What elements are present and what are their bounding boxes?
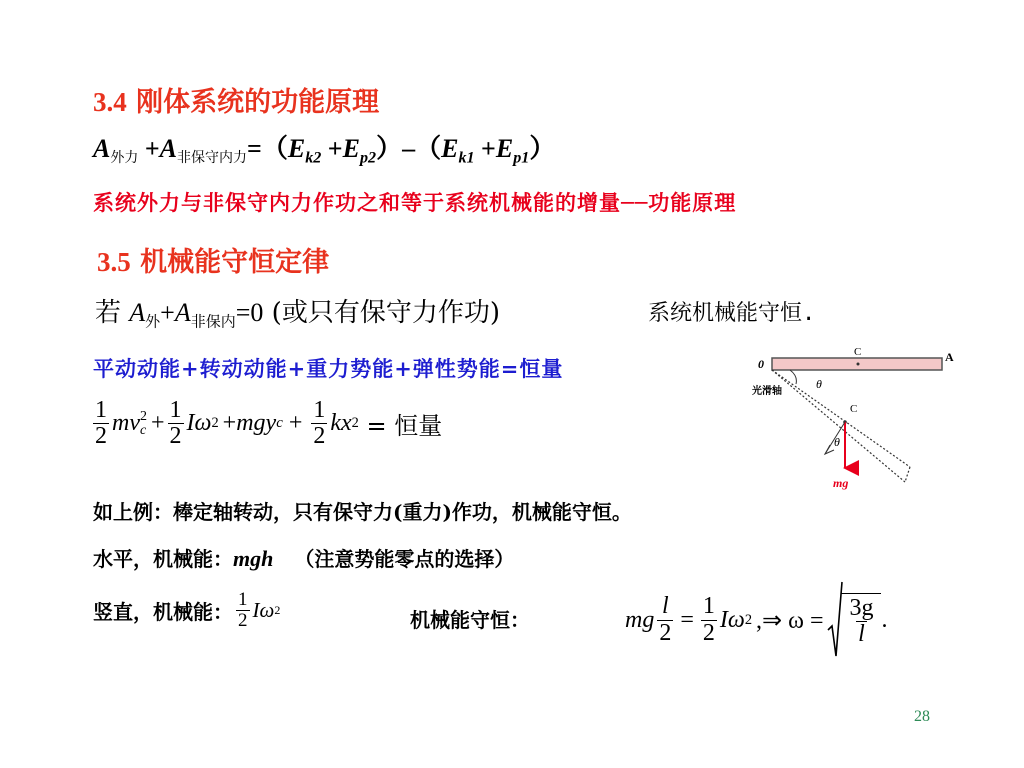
equals: = [680, 606, 694, 633]
equals-zero: =0 [235, 298, 264, 327]
energy-formula [90, 398, 442, 449]
label-theta-bottom: θ [834, 435, 840, 449]
subscript-conservative-internal: 非保内 [190, 312, 236, 331]
square-root [827, 580, 881, 660]
center-mass-top [857, 363, 860, 366]
plus: + [474, 134, 496, 163]
term-mv: mv [112, 410, 140, 437]
label-smooth-axis: 光滑轴 [752, 386, 782, 397]
symbol-e: E [342, 134, 360, 163]
work-energy-principle [93, 187, 736, 217]
denominator: l [858, 621, 865, 647]
numerator: 1 [169, 397, 182, 423]
fraction-half [236, 590, 250, 631]
label-mg: mg [833, 476, 849, 490]
principle-text: 系统外力与非保守内力作功之和等于系统机械能的增量 [93, 190, 621, 215]
label-theta-top: θ [816, 377, 822, 391]
plus: + [222, 410, 237, 437]
subscript: p1 [513, 149, 530, 167]
numerator [847, 596, 875, 621]
symbol-a: A [159, 134, 178, 163]
horizontal-case [93, 543, 514, 572]
exponent: 2 [744, 611, 753, 628]
equals: =（ [247, 134, 288, 163]
rod-rotation-diagram [750, 342, 954, 497]
exponent: 2 [351, 415, 359, 432]
condition-note: (或只有保守力作功) [263, 298, 500, 328]
symbol-a: A [129, 298, 146, 327]
fraction-half [311, 398, 327, 449]
if-word: 若 [95, 298, 130, 328]
term-kx: kx [330, 410, 352, 437]
subscript-c: c [139, 422, 147, 438]
exponent: 2 [274, 602, 281, 617]
label-a: A [945, 350, 954, 364]
work-energy-equation [93, 128, 555, 168]
rod-rotated-end [905, 467, 910, 482]
denominator: 2 [95, 423, 107, 450]
symbol-e: E [441, 134, 459, 163]
radicand [841, 593, 881, 647]
label-c-top: C [854, 346, 862, 358]
numerator: 1 [238, 589, 248, 610]
label-c-middle: C [850, 403, 858, 415]
subscript: k1 [458, 149, 475, 167]
fraction-half [701, 594, 717, 645]
denominator: 2 [702, 619, 715, 646]
denominator: 2 [238, 609, 248, 631]
principle-name: 功能原理 [648, 190, 737, 215]
exponent: 2 [139, 408, 147, 424]
principle-dash: ── [621, 190, 649, 215]
example-statement: 如上例：棒定轴转动，只有保守力(重力)作功，机械能守恒。 [93, 500, 632, 524]
plus: + [138, 134, 160, 163]
denominator: 2 [169, 423, 182, 450]
section-title: 机械能守恒定律 [140, 247, 330, 278]
equals-constant: = 恒量 [358, 412, 443, 441]
term-i-omega: Iω [252, 597, 275, 622]
symbol-a: A [174, 298, 191, 327]
rod-rotated-edge [772, 370, 910, 467]
term-i-omega: Iω [719, 606, 745, 633]
exponent: 2 [211, 415, 219, 432]
plus: + [160, 298, 175, 327]
symbol-e: E [287, 134, 306, 163]
denominator: 2 [659, 619, 672, 646]
fraction-3g-over-l [847, 596, 875, 647]
fraction-l-over-2 [657, 594, 673, 645]
denominator: 2 [313, 423, 326, 450]
section-title: 刚体系统的功能原理 [136, 87, 380, 118]
subscript-nonconservative: 非保守内力 [177, 149, 248, 166]
conservation-result: 系统机械能守恒. [648, 301, 816, 326]
energy-sum-statement: 平动动能+转动动能+重力势能+弹性势能=恒量 [93, 356, 564, 381]
minus: ）–（ [376, 134, 442, 163]
numerator: l [662, 593, 669, 620]
vertical-label: 竖直，机械能： [93, 599, 233, 624]
section-heading-3-4 [93, 80, 379, 119]
fraction-half [93, 398, 109, 449]
implies-omega: ,⇒ ω = [756, 607, 824, 634]
section-number: 3.4 [93, 87, 127, 117]
subscript-external: 外 [145, 312, 161, 331]
subscript-external: 外力 [110, 149, 139, 166]
plus: + [282, 410, 309, 437]
term-mg: mg [625, 606, 655, 633]
plus: + [321, 134, 343, 163]
subscript: k2 [305, 149, 322, 167]
numerator: 1 [95, 397, 107, 423]
conservation-label: 机械能守恒： [410, 608, 530, 632]
period: . [881, 606, 888, 633]
close-paren: ） [529, 134, 556, 163]
horizontal-value: mgh [233, 546, 274, 571]
section-number: 3.5 [97, 247, 131, 277]
rod-rotated-edge [772, 370, 905, 482]
angle-arc [790, 370, 796, 384]
subscript-c: c [276, 415, 283, 432]
page-number: 28 [914, 708, 930, 725]
symbol-e: E [495, 134, 514, 163]
three-g: 3g [849, 594, 874, 621]
label-o: 0 [758, 357, 764, 371]
horizontal-label: 水平，机械能： [93, 547, 233, 571]
fraction-half [168, 398, 184, 449]
horizontal-note: （注意势能零点的选择） [294, 547, 515, 571]
plus: + [150, 410, 165, 437]
subscript: p2 [359, 149, 377, 167]
term-i-omega: Iω [186, 410, 212, 437]
symbol-a: A [93, 134, 111, 163]
omega-derivation [625, 580, 887, 660]
section-heading-3-5 [97, 240, 329, 279]
term-mgy: mgy [236, 410, 277, 437]
vertical-case [93, 590, 280, 631]
conservation-condition [95, 292, 500, 331]
numerator: 1 [702, 593, 715, 620]
numerator: 1 [313, 397, 326, 423]
